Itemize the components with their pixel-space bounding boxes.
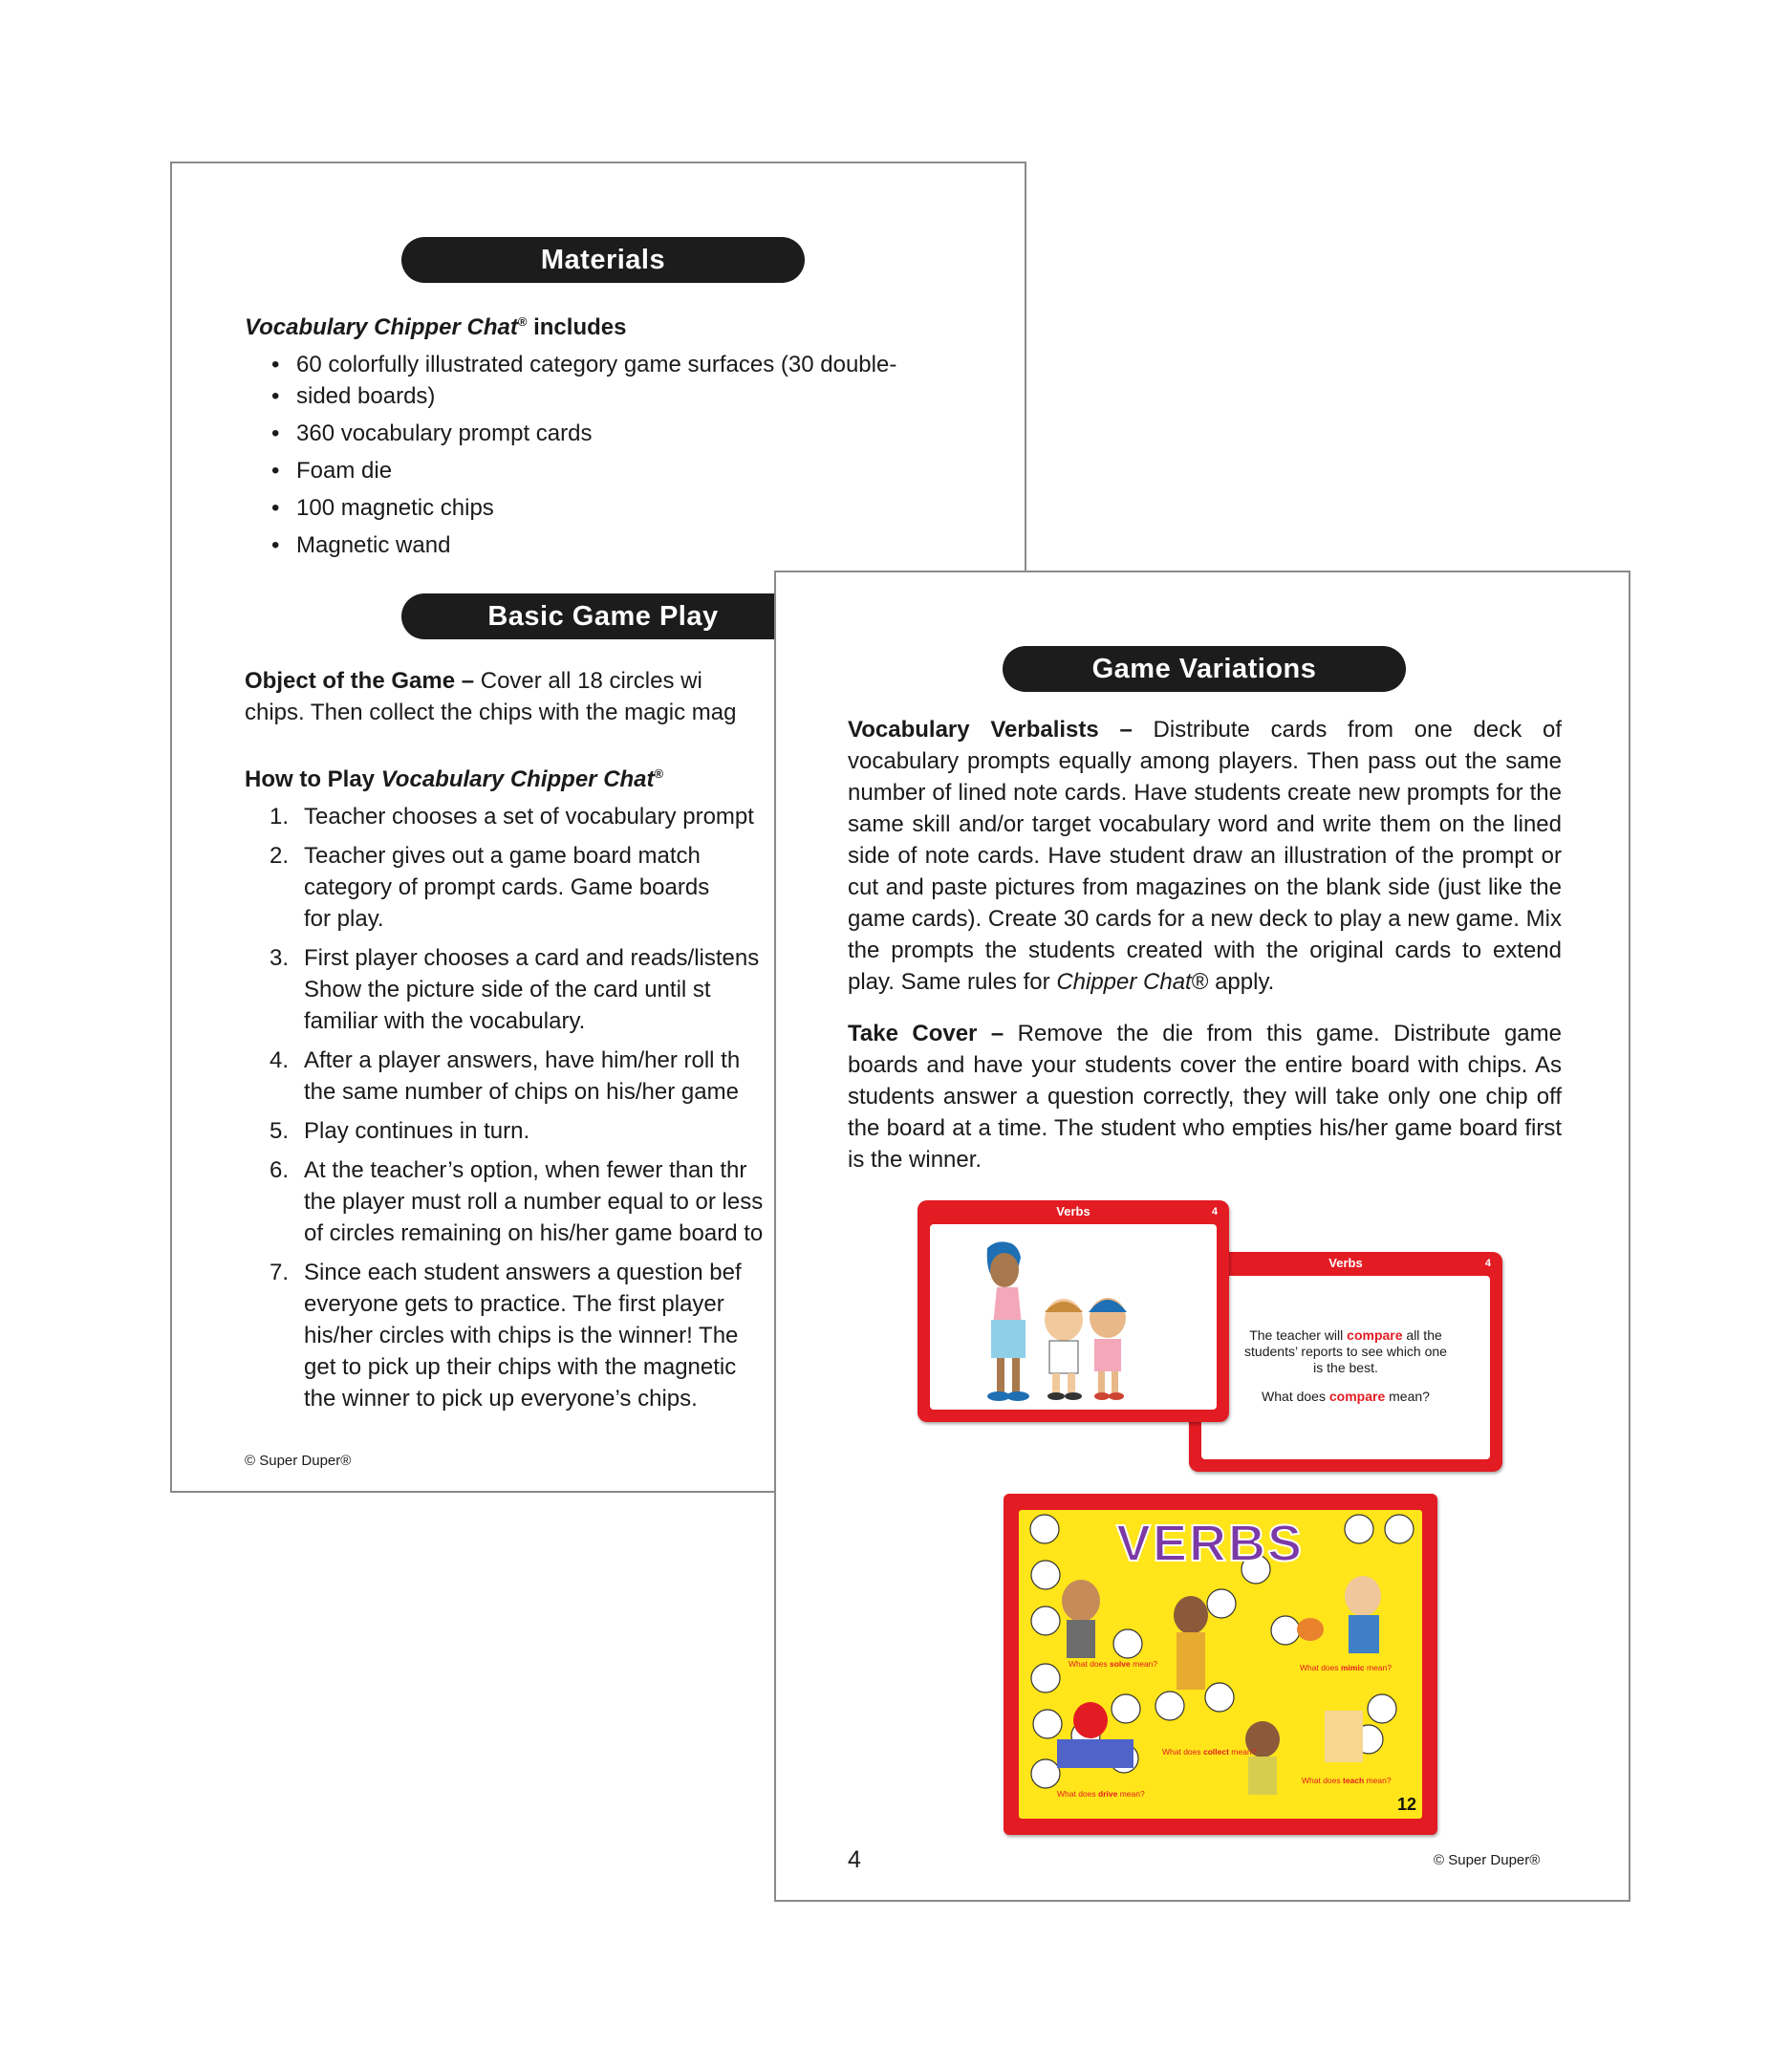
step-line: category of prompt cards. Game boards [304, 874, 710, 900]
easel-board [1325, 1711, 1363, 1762]
materials-item-text: Magnetic wand [296, 532, 451, 558]
materials-heading-text: Materials [540, 245, 666, 275]
materials-item-text: Foam die [296, 458, 393, 484]
board-question-collect: What does collect mean? [1162, 1747, 1257, 1757]
step-item [270, 801, 763, 832]
chip-circle [1033, 1710, 1062, 1738]
materials-item [271, 529, 960, 561]
step-line: Play continues in turn. [304, 1118, 530, 1144]
step-item [270, 1115, 763, 1147]
howto-reg: ® [654, 766, 664, 781]
card-back-body [1201, 1276, 1490, 1459]
card-front-number: 4 [1211, 1206, 1218, 1218]
teacher-students-illustration [930, 1224, 1217, 1410]
chip-circle [1030, 1515, 1059, 1543]
step-line: After a player answers, have him/her roll th [304, 1047, 741, 1073]
mimic-body [1349, 1615, 1379, 1653]
prompt-card-text-side [1189, 1252, 1502, 1472]
game-variations-heading-text: Game Variations [1091, 654, 1317, 684]
take-cover-label: Take Cover – [848, 1021, 1004, 1046]
chip-circle [1031, 1664, 1060, 1692]
detective-body [1067, 1620, 1095, 1658]
chip-circle [1113, 1629, 1142, 1658]
object-label: Object of the Game – [245, 668, 475, 694]
chip-circle [1368, 1694, 1396, 1723]
verbalists-paragraph [848, 714, 1562, 998]
detective-character [1062, 1580, 1100, 1622]
chip-circle [1205, 1683, 1234, 1712]
verbs-game-board [1004, 1494, 1437, 1835]
howto-prefix: How to Play [245, 766, 381, 792]
card-front-illustration [930, 1224, 1217, 1410]
step-line: Show the picture side of the card until st [304, 977, 711, 1002]
step-item [270, 1045, 763, 1108]
driver-helmet [1073, 1702, 1108, 1738]
object-line1: Cover all 18 circles wi [474, 668, 702, 694]
take-cover-text: Remove the die from this game. Distribute game boards and have your students cover the entire board with chips. As students answer a question correctly, they will take only one chip off the board at a time. The student who empties his/her game board first is the winner. [848, 1021, 1562, 1173]
basic-heading-text: Basic Game Play [487, 601, 719, 632]
includes-reg: ® [517, 314, 528, 329]
chip-circle [1031, 1606, 1060, 1635]
verbalists-label: Vocabulary Verbalists – [848, 717, 1133, 743]
step-line: familiar with the vocabulary. [304, 1008, 586, 1034]
verbalists-end: ® apply. [1191, 969, 1275, 995]
step-line: Teacher gives out a game board match [304, 843, 701, 869]
basic-game-play-heading [401, 593, 805, 639]
includes-suffix: includes [527, 314, 627, 340]
step-line: Teacher chooses a set of vocabulary prompt [304, 804, 754, 830]
front-page [774, 571, 1630, 1902]
materials-item-cont [271, 380, 960, 412]
game-board-surface [1019, 1510, 1422, 1819]
step-line: First player chooses a card and reads/listens [304, 945, 760, 971]
step-line: the same number of chips on his/her game [304, 1079, 739, 1105]
prompt-card-picture-side [918, 1200, 1229, 1422]
step-line: Since each student answers a question bef [304, 1260, 742, 1285]
chip-circle [1345, 1515, 1373, 1543]
materials-item-text: sided boards) [296, 383, 436, 409]
steps-list [270, 801, 763, 1422]
step-number: 6. [270, 1157, 290, 1183]
step-item [270, 942, 763, 1037]
board-question-mimic: What does mimic mean? [1300, 1663, 1392, 1672]
step-number: 1. [270, 804, 290, 830]
mimic-character [1345, 1576, 1381, 1616]
game-board-number: 12 [1396, 1795, 1416, 1814]
object-line2: chips. Then collect the chips with the magic mag [245, 700, 737, 725]
step-item [270, 1257, 763, 1414]
chip-circle [1112, 1694, 1140, 1723]
back-footer: © Super Duper® [245, 1453, 352, 1469]
prompt-word: compare [1347, 1327, 1403, 1343]
chip-circle [1207, 1589, 1236, 1618]
step-line: the winner to pick up everyone’s chips. [304, 1386, 698, 1412]
chip-circle [1271, 1616, 1300, 1645]
materials-item-text: 60 colorfully illustrated category game surfaces (30 double- [296, 352, 897, 377]
chip-circle [1385, 1515, 1414, 1543]
card-back-number: 4 [1484, 1258, 1491, 1269]
question-part: mean? [1385, 1389, 1430, 1404]
board-question-teach: What does teach mean? [1302, 1776, 1392, 1785]
materials-item [271, 492, 960, 524]
front-footer: © Super Duper® [1434, 1852, 1541, 1868]
step-number: 4. [270, 1047, 290, 1073]
take-cover-paragraph [848, 1018, 1562, 1175]
step-item [270, 840, 763, 935]
card-prompt [1240, 1327, 1452, 1376]
materials-item [271, 349, 960, 380]
step-number: 5. [270, 1118, 290, 1144]
includes-heading [245, 306, 626, 343]
howto-title: Vocabulary Chipper Chat [380, 766, 655, 792]
materials-item [271, 418, 960, 449]
step-item [270, 1154, 763, 1249]
page-number: 4 [848, 1846, 861, 1873]
chip-circle [1031, 1759, 1060, 1788]
step-line: of circles remaining on his/her game board to [304, 1220, 764, 1246]
teacher-body [1248, 1757, 1277, 1795]
chip-circle [1155, 1692, 1184, 1720]
step-line: everyone gets to practice. The first player [304, 1291, 724, 1317]
collector-character [1174, 1596, 1208, 1634]
prompt-part: all the students’ reports to see which one is the best. [1244, 1327, 1447, 1375]
prompt-part: The teacher will [1249, 1327, 1348, 1343]
howto-heading [245, 758, 663, 795]
card-front-title: Verbs [1056, 1204, 1090, 1218]
cat-figure [1297, 1618, 1324, 1641]
go-kart [1057, 1739, 1133, 1768]
step-line: get to pick up their chips with the magnetic [304, 1354, 737, 1380]
game-variations-heading [1003, 646, 1406, 692]
materials-list [271, 349, 960, 567]
materials-item-text: 100 magnetic chips [296, 495, 494, 521]
board-question-drive: What does drive mean? [1057, 1789, 1145, 1799]
question-part: What does [1262, 1389, 1329, 1404]
includes-title: Vocabulary Chipper Chat [245, 314, 518, 340]
step-line: the player must roll a number equal to or less [304, 1189, 764, 1215]
verbalists-text: Distribute cards from one deck of vocabulary prompts equally among players. Then pass out the same number of lined note cards. Have students create new prompts for the same skill and/or target vocabulary word and write them on the lined side of note cards. Have student draw an illustration of the prompt or cut and paste pictures from magazines on the blank side (just like the game cards). Create 30 cards for a new deck to play a new game. Mix the prompts the students created with the original cards to extend play. Same rules for [848, 717, 1562, 995]
materials-item [271, 455, 960, 486]
game-board-title: VERBS [1116, 1515, 1305, 1572]
collector-body [1177, 1632, 1205, 1690]
verbalists-italic: Chipper Chat [1056, 969, 1192, 995]
card-back-title: Verbs [1328, 1256, 1363, 1270]
step-line: for play. [304, 906, 384, 932]
step-number: 7. [270, 1260, 290, 1285]
card-question [1220, 1389, 1471, 1404]
materials-heading [401, 237, 805, 283]
step-line: At the teacher’s option, when fewer than thr [304, 1157, 747, 1183]
board-question-solve: What does solve mean? [1069, 1659, 1158, 1669]
chip-circle [1031, 1561, 1060, 1589]
object-paragraph [245, 665, 736, 728]
materials-item-text: 360 vocabulary prompt cards [296, 420, 593, 446]
step-number: 2. [270, 843, 290, 869]
step-line: his/her circles with chips is the winner! The [304, 1323, 739, 1348]
step-number: 3. [270, 945, 290, 971]
question-word: compare [1328, 1389, 1386, 1404]
